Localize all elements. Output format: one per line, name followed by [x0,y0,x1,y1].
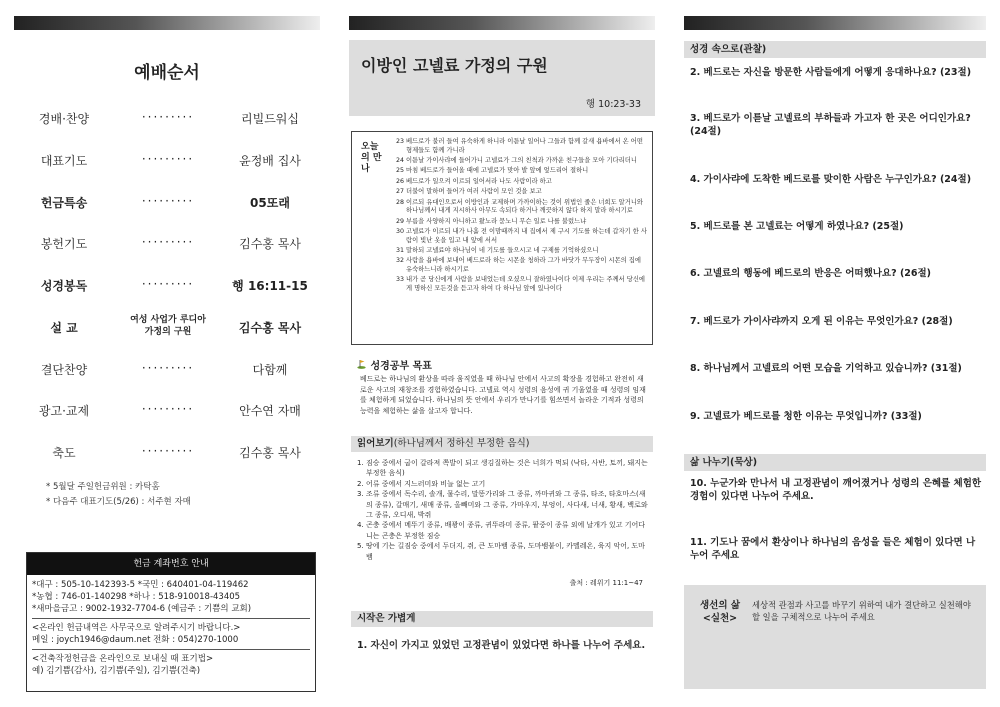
list-text: 조류 중에서 독수리, 솔개, 물수리, 말똥가리와 그 종류, 까마귀와 그 종류, 타조, 타호마스(새의 종류), 갈매기, 새매 종류, 올빼미와 그 종류, 가마우지, 부엉이, 사다새, 너새, 황새, 백로와 그 종류, 오디새, 박쥐 [366,490,648,520]
verse-number: 30 [396,227,405,235]
verse-text: 사람을 욥바에 보내어 베드로라 하는 시몬을 청하라 그가 바닷가 무두장이 시몬의 집에 유숙하느니라 하시기로 [406,257,641,273]
verse [396,218,648,227]
account-line: *농협 : 746-01-140298 *하나 : 518-910018-43405 [32,592,241,602]
verse [396,138,648,155]
order-row [14,277,320,297]
offering-account-box [26,552,316,692]
bible-section-bar [684,41,986,58]
order-row [14,402,320,422]
life-practice-box [684,585,986,689]
verse [396,157,648,166]
verse-text: 이르되 유대인으로서 이방인과 교제하며 가까이하는 것이 위법인 줄은 너희도 알거니와 하나님께서 내게 지시하사 아무도 속되다 하거나 깨끗하지 않다 하지 말라 하시기로 [406,198,643,215]
list-text: 곤충 중에서 메뚜기 종류, 배꽝이 종류, 귀뚜라미 종류, 팥중이 종류 외에 날개가 있고 기어다니는 곤충은 부정한 짐승 [366,521,646,540]
reading-section-subtitle: (하나님께서 정하신 부정한 음식) [393,438,530,449]
verse-number: 24 [396,156,405,164]
building-offering-example: 예) 김기쁨(감사), 김기쁨(주일), 김기쁨(건축) [32,666,201,676]
verse-number: 25 [396,167,405,175]
question-1: 1. 자신이 가지고 있었던 고정관념이 있었다면 하나를 나누어 주세요. [357,640,646,651]
verse [396,178,648,187]
middle-top-bar [349,16,655,30]
order-item: 봉헌기도 [40,237,88,251]
question-9: 9. 고넬료가 베드로를 청한 이유는 무엇입니까? (33절) [690,411,922,422]
divider [32,618,310,619]
order-item: 광고·교제 [38,404,90,418]
worship-order-title: 예배순서 [134,63,200,83]
share-section-title: 삶 나누기(묵상) [690,457,758,468]
order-row [14,110,320,130]
order-item: 헌금특송 [40,196,88,210]
verse-number: 23 [396,138,405,145]
list-text: 땅에 기는 길짐승 중에서 두더지, 쥐, 큰 도마뱀 종류, 도마뱀붙이, 카멜레온, 육지 악어, 도마뱀 [366,542,645,561]
share-section-bar [684,454,986,471]
order-dots: ········· [141,277,195,291]
verse [396,276,648,293]
order-person: 안수연 자매 [239,404,301,418]
order-item: 대표기도 [40,154,88,168]
reading-section-title: 읽어보기 [357,438,394,449]
sermon-title: 이방인 고넬료 가정의 구원 [361,56,548,75]
verse [396,167,648,176]
verse [396,199,648,216]
question-6: 6. 고넬료의 행동에 베드로의 반응은 어떠했나요? (26절) [690,268,932,279]
start-section-title: 시작은 가볍게 [357,613,416,624]
scripture-reading-box [351,131,653,345]
verse [396,247,648,256]
verse-text: 베드로가 일으켜 이르되 일어서라 나도 사람이라 하고 [406,177,552,185]
list-text: 짐승 중에서 굽이 갈라져 쪽발이 되고 생김질하는 것은 너희가 먹되 (낙타, 사반, 토끼, 돼지는 부정한 음식) [366,459,648,478]
verse-text: 더불어 말하며 들어가 여러 사람이 모인 것을 보고 [406,188,542,196]
list-number: 2. [357,479,364,488]
list-item [357,458,651,479]
verse-text: 마침 베드로가 들어올 때에 고넬료가 맞아 발 앞에 엎드리어 절하니 [406,167,589,175]
verse [396,228,648,245]
list-number: 3. [357,490,364,499]
life-practice-label: 생선의 삶 <실천> [699,600,740,624]
order-person: 김수홍 목사 [238,321,302,335]
reading-section-bar [351,436,653,452]
order-item: 설 교 [50,321,78,335]
right-top-bar [684,16,986,30]
order-person: 김수홍 목사 [239,446,301,460]
golf-flag-icon [357,359,367,372]
list-item [357,520,651,541]
sermon-reference: 행 10:23-33 [585,99,641,110]
start-section-bar [351,611,653,627]
verse-text: 부름을 사양하지 아니하고 왔노라 묻노니 무슨 일로 나를 불렀느냐 [406,217,587,225]
order-item: 축도 [52,446,76,460]
verse-number: 29 [396,217,405,225]
question-3: 3. 베드로가 이튿날 고넬료의 부하들과 가고자 한 곳은 어디인가요? (24절) [690,113,971,137]
order-dots: ········· [141,152,195,166]
account-line: *새마을금고 : 9002-1932-7704-6 (예금주 : 기쁨의 교회) [32,604,252,614]
question-4: 4. 가이사랴에 도착한 베드로를 맞이한 사람은 누구인가요? (24절) [690,174,972,185]
study-goal-title: 성경공부 목표 [370,361,432,372]
bible-section-title: 성경 속으로(관찰) [690,44,767,55]
question-7: 7. 베드로가 가이사랴까지 오게 된 이유는 무엇인가요? (28절) [690,316,953,327]
order-person: 다함께 [252,363,288,377]
question-8: 8. 하나님께서 고넬료의 어떤 모습을 기억하고 있습니까? (31절) [690,363,962,374]
order-person: 윤정배 집사 [239,154,301,168]
reading-label: 오늘의 만나 [361,142,382,174]
list-number: 1. [357,459,364,467]
unclean-food-list [357,458,651,562]
verse-number: 33 [396,276,405,284]
left-top-bar [14,16,320,30]
account-line: *대구 : 505-10-142393-5 *국민 : 640401-04-119462 [32,580,249,590]
verse-number: 32 [396,257,405,265]
order-row [14,194,320,214]
order-dots: ········· [141,194,195,208]
study-goal-text: 베드로는 하나님의 환상을 따라 움직였을 때 하나님 안에서 사고의 확장을 경험하고 완전히 새로운 사고의 재창조를 경험하였습니다. 고넬료 역시 성령의 음성에 귀 기울였을 때 성령의 임재를 체험하게 되었습니다. 하나님의 뜻 안에서 우리가 만나기를 힘쓰면서 놀라운 기적과 성령의 능력을 체험하는 삶을 살고자 합니다. [360,375,646,415]
order-row [14,235,320,255]
question-10: 10. 누군가와 만나서 내 고정관념이 깨어졌거나 성령의 은혜를 체험한 경험이 있다면 나누어 주세요. [690,478,982,502]
order-row [14,152,320,172]
question-2: 2. 베드로는 자신을 방문한 사람들에게 어떻게 응대하나요? (23절) [690,67,972,78]
next-prayer-note: * 다음주 대표기도(5/26) : 서주현 자매 [46,497,191,507]
order-dots: ········· [141,444,195,458]
verse [396,188,648,197]
order-person: 05또래 [250,196,290,210]
verse-number: 28 [396,198,405,206]
order-item: 경배·찬양 [38,112,90,126]
order-item: 결단찬양 [40,363,88,377]
life-practice-text: 세상적 관점과 사고를 바꾸기 위하여 내가 결단하고 실천해야 할 일을 구체적으로 나누어 주세요 [752,600,971,622]
list-text: 어류 중에서 지느러미와 비늘 없는 고기 [366,479,486,488]
verse [396,257,648,274]
offering-committee-note: * 5월달 주일헌금위원 : 카탁홈 [46,482,160,492]
sermon-header-box [349,40,655,116]
list-item [357,479,651,489]
list-number: 4. [357,521,364,530]
list-number: 5. [357,542,364,551]
verse-text: 내가 곧 당신에게 사람을 보내었는데 오셨으니 잘하였나이다 이제 우리는 주께서 당신에게 명하신 모든것을 듣고자 하여 다 하나님 앞에 있나이다 [406,276,645,292]
list-item [357,541,651,562]
verse-number: 27 [396,188,405,196]
online-offering-title: <온라인 헌금내역은 사무국으로 알려주시기 바랍니다.> [32,623,241,633]
order-item: 성경봉독 [40,279,88,293]
order-person: 김수홍 목사 [239,237,301,251]
order-row [14,315,320,339]
question-11: 11. 기도나 꿈에서 환상이나 하나님의 음성을 들은 체험이 있다면 나누어 주세요 [690,537,976,561]
order-row [14,444,320,464]
list-item [357,489,651,520]
question-5: 5. 베드로를 본 고넬료는 어떻게 하였나요? (25절) [690,221,904,232]
sermon-title-small: 여성 사업가 루디아 가정의 구원 [130,315,206,337]
order-person: 행 16:11-15 [232,279,308,293]
verse-text: 베드로가 불러 들여 유숙하게 하니라 이튿날 일어나 그들과 함께 갈새 욥바에서 온 어떤 형제들도 함께 가니라 [406,138,643,154]
order-dots: ········· [141,235,195,249]
building-offering-title: <건축작정헌금을 온라인으로 보내실 때 표기법> [32,654,214,664]
order-dots: ········· [141,361,195,375]
verse-text: 이튿날 가이사랴에 들어가니 고넬료가 그의 친척과 가까운 친구들을 모아 기다리더니 [406,156,637,164]
verse-number: 26 [396,177,405,185]
study-goal-heading [357,357,432,372]
verse-text: 고넬료가 이르되 내가 나흘 전 이맘때까지 내 집에서 제 구시 기도를 하는데 갑자기 한 사람이 빛난 옷을 입고 내 앞에 서서 [406,227,647,244]
verse-list [396,138,648,295]
food-source: 출처 : 레위기 11:1~47 [569,579,643,587]
divider [32,649,310,650]
verse-text: 말하되 고넬료야 하나님이 네 기도를 들으시고 네 구제를 기억하셨으니 [406,246,599,254]
order-person: 리빌드워십 [241,112,299,126]
account-header: 헌금 계좌번호 안내 [27,553,315,575]
order-dots: ········· [141,110,195,124]
online-offering-contact: 메일 : joych1946@daum.net 전화 : 054)270-1000 [32,635,239,645]
order-dots: ········· [141,402,195,416]
order-row [14,361,320,381]
verse-number: 31 [396,246,405,254]
